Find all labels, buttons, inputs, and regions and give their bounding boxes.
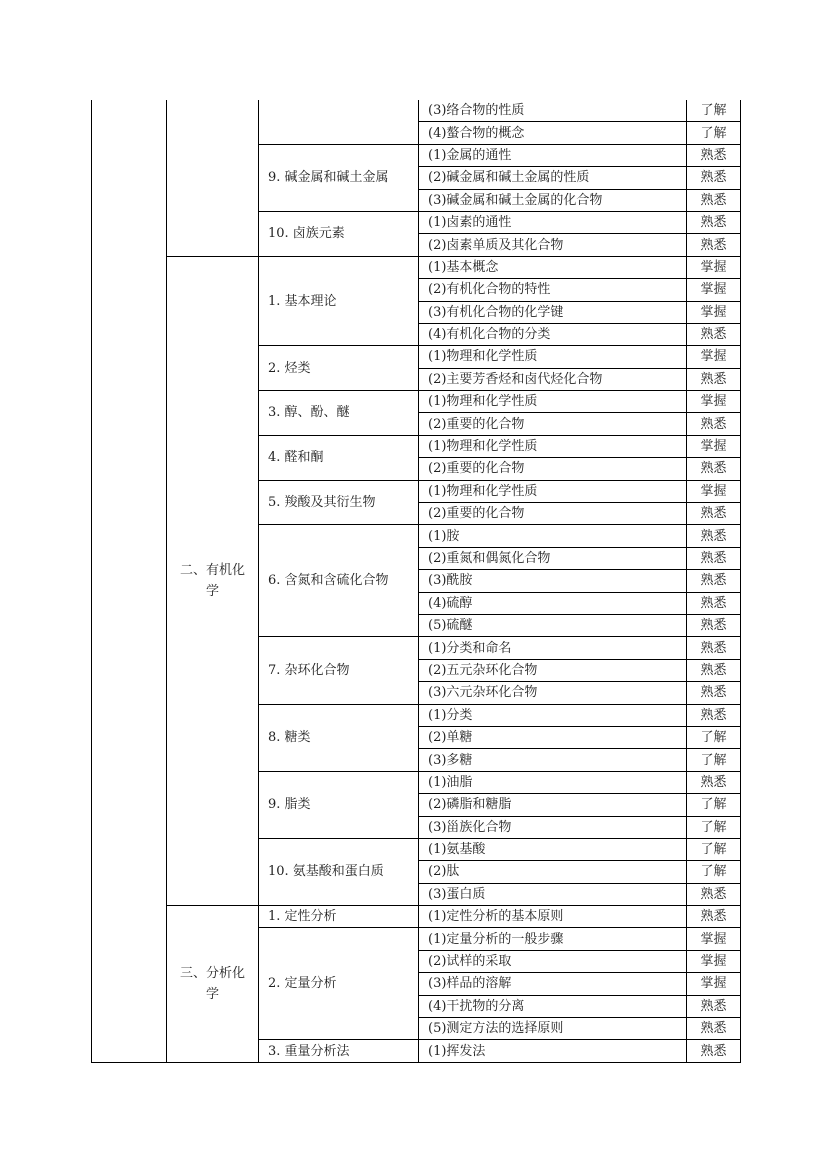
- content-cell: (1)定性分析的基本原则: [419, 906, 687, 928]
- topic-cell: 9. 碱金属和碱土金属: [259, 144, 419, 211]
- requirement-level-cell: 掌握: [687, 480, 741, 502]
- content-cell: (3)络合物的性质: [419, 100, 687, 122]
- content-cell: (1)物理和化学性质: [419, 346, 687, 368]
- content-cell: (2)有机化合物的特性: [419, 279, 687, 301]
- content-cell: (2)重要的化合物: [419, 458, 687, 480]
- content-cell: (2)试样的采取: [419, 950, 687, 972]
- content-cell: (2)主要芳香烃和卤代烃化合物: [419, 368, 687, 390]
- requirement-level-cell: 熟悉: [687, 167, 741, 189]
- requirement-level-cell: 掌握: [687, 301, 741, 323]
- content-cell: (1)卤素的通性: [419, 211, 687, 233]
- requirement-level-cell: 掌握: [687, 391, 741, 413]
- content-cell: (1)物理和化学性质: [419, 480, 687, 502]
- category-column-cell: [92, 100, 167, 1062]
- content-cell: (4)有机化合物的分类: [419, 323, 687, 345]
- content-cell: (1)基本概念: [419, 256, 687, 278]
- requirement-level-cell: 熟悉: [687, 771, 741, 793]
- requirement-level-cell: 了解: [687, 749, 741, 771]
- content-cell: (2)肽: [419, 861, 687, 883]
- table-row: [92, 906, 741, 928]
- topic-cell: 10. 氨基酸和蛋白质: [259, 838, 419, 905]
- requirement-level-cell: 熟悉: [687, 592, 741, 614]
- topic-cell: [259, 100, 419, 144]
- requirement-level-cell: 熟悉: [687, 413, 741, 435]
- content-cell: (1)定量分析的一般步骤: [419, 928, 687, 950]
- content-cell: (1)挥发法: [419, 1040, 687, 1062]
- topic-cell: 9. 脂类: [259, 771, 419, 838]
- requirement-level-cell: 熟悉: [687, 458, 741, 480]
- requirement-level-cell: 熟悉: [687, 995, 741, 1017]
- requirement-level-cell: 熟悉: [687, 503, 741, 525]
- requirement-level-cell: 熟悉: [687, 637, 741, 659]
- content-cell: (1)氨基酸: [419, 838, 687, 860]
- content-cell: (2)重要的化合物: [419, 503, 687, 525]
- topic-cell: 3. 醇、酚、醚: [259, 391, 419, 436]
- content-cell: (3)碱金属和碱土金属的化合物: [419, 189, 687, 211]
- content-cell: (2)碱金属和碱土金属的性质: [419, 167, 687, 189]
- requirement-level-cell: 熟悉: [687, 704, 741, 726]
- content-cell: (2)单糖: [419, 726, 687, 748]
- topic-cell: 4. 醛和酮: [259, 435, 419, 480]
- topic-cell: 10. 卤族元素: [259, 211, 419, 256]
- content-cell: (1)金属的通性: [419, 144, 687, 166]
- content-cell: (1)胺: [419, 525, 687, 547]
- requirement-level-cell: 了解: [687, 861, 741, 883]
- content-cell: (1)分类: [419, 704, 687, 726]
- topic-cell: 2. 烃类: [259, 346, 419, 391]
- requirement-level-cell: 掌握: [687, 346, 741, 368]
- topic-cell: 8. 糖类: [259, 704, 419, 771]
- requirement-level-cell: 熟悉: [687, 323, 741, 345]
- topic-cell: 5. 羧酸及其衍生物: [259, 480, 419, 525]
- requirement-level-cell: 熟悉: [687, 659, 741, 681]
- content-cell: (3)有机化合物的化学键: [419, 301, 687, 323]
- content-cell: (1)油脂: [419, 771, 687, 793]
- section-cell: 三、分析化学: [167, 906, 259, 1063]
- content-cell: (1)物理和化学性质: [419, 435, 687, 457]
- requirement-level-cell: 熟悉: [687, 906, 741, 928]
- content-cell: (2)五元杂环化合物: [419, 659, 687, 681]
- requirement-level-cell: 掌握: [687, 928, 741, 950]
- content-cell: (2)重要的化合物: [419, 413, 687, 435]
- topic-cell: 2. 定量分析: [259, 928, 419, 1040]
- content-cell: (4)螯合物的概念: [419, 122, 687, 144]
- requirement-level-cell: 熟悉: [687, 211, 741, 233]
- content-cell: (3)酰胺: [419, 570, 687, 592]
- requirement-level-cell: 掌握: [687, 279, 741, 301]
- requirement-level-cell: 掌握: [687, 435, 741, 457]
- requirement-level-cell: 熟悉: [687, 525, 741, 547]
- topic-cell: 1. 定性分析: [259, 906, 419, 928]
- table-row: [92, 256, 741, 278]
- requirement-level-cell: 了解: [687, 838, 741, 860]
- requirement-level-cell: 熟悉: [687, 1040, 741, 1062]
- requirement-level-cell: 了解: [687, 122, 741, 144]
- section-cell: [167, 100, 259, 256]
- content-cell: (3)多糖: [419, 749, 687, 771]
- requirement-level-cell: 了解: [687, 816, 741, 838]
- requirement-level-cell: 了解: [687, 726, 741, 748]
- syllabus-table: [91, 100, 741, 1063]
- content-cell: (3)六元杂环化合物: [419, 682, 687, 704]
- content-cell: (5)测定方法的选择原则: [419, 1018, 687, 1040]
- content-cell: (4)干扰物的分离: [419, 995, 687, 1017]
- content-cell: (3)蛋白质: [419, 883, 687, 905]
- topic-cell: 7. 杂环化合物: [259, 637, 419, 704]
- requirement-level-cell: 熟悉: [687, 614, 741, 636]
- section-cell: 二、有机化学: [167, 256, 259, 905]
- requirement-level-cell: 熟悉: [687, 1018, 741, 1040]
- content-cell: (4)硫醇: [419, 592, 687, 614]
- requirement-level-cell: 熟悉: [687, 547, 741, 569]
- requirement-level-cell: 掌握: [687, 256, 741, 278]
- topic-cell: 1. 基本理论: [259, 256, 419, 346]
- requirement-level-cell: 了解: [687, 100, 741, 122]
- requirement-level-cell: 熟悉: [687, 883, 741, 905]
- requirement-level-cell: 掌握: [687, 973, 741, 995]
- content-cell: (1)物理和化学性质: [419, 391, 687, 413]
- topic-cell: 3. 重量分析法: [259, 1040, 419, 1062]
- topic-cell: 6. 含氮和含硫化合物: [259, 525, 419, 637]
- content-cell: (2)磷脂和糖脂: [419, 794, 687, 816]
- content-cell: (5)硫醚: [419, 614, 687, 636]
- requirement-level-cell: 了解: [687, 794, 741, 816]
- requirement-level-cell: 熟悉: [687, 570, 741, 592]
- table-row: [92, 100, 741, 122]
- content-cell: (3)样品的溶解: [419, 973, 687, 995]
- requirement-level-cell: 掌握: [687, 950, 741, 972]
- content-cell: (2)卤素单质及其化合物: [419, 234, 687, 256]
- requirement-level-cell: 熟悉: [687, 144, 741, 166]
- content-cell: (2)重氮和偶氮化合物: [419, 547, 687, 569]
- requirement-level-cell: 熟悉: [687, 368, 741, 390]
- requirement-level-cell: 熟悉: [687, 189, 741, 211]
- requirement-level-cell: 熟悉: [687, 682, 741, 704]
- requirement-level-cell: 熟悉: [687, 234, 741, 256]
- content-cell: (1)分类和命名: [419, 637, 687, 659]
- content-cell: (3)甾族化合物: [419, 816, 687, 838]
